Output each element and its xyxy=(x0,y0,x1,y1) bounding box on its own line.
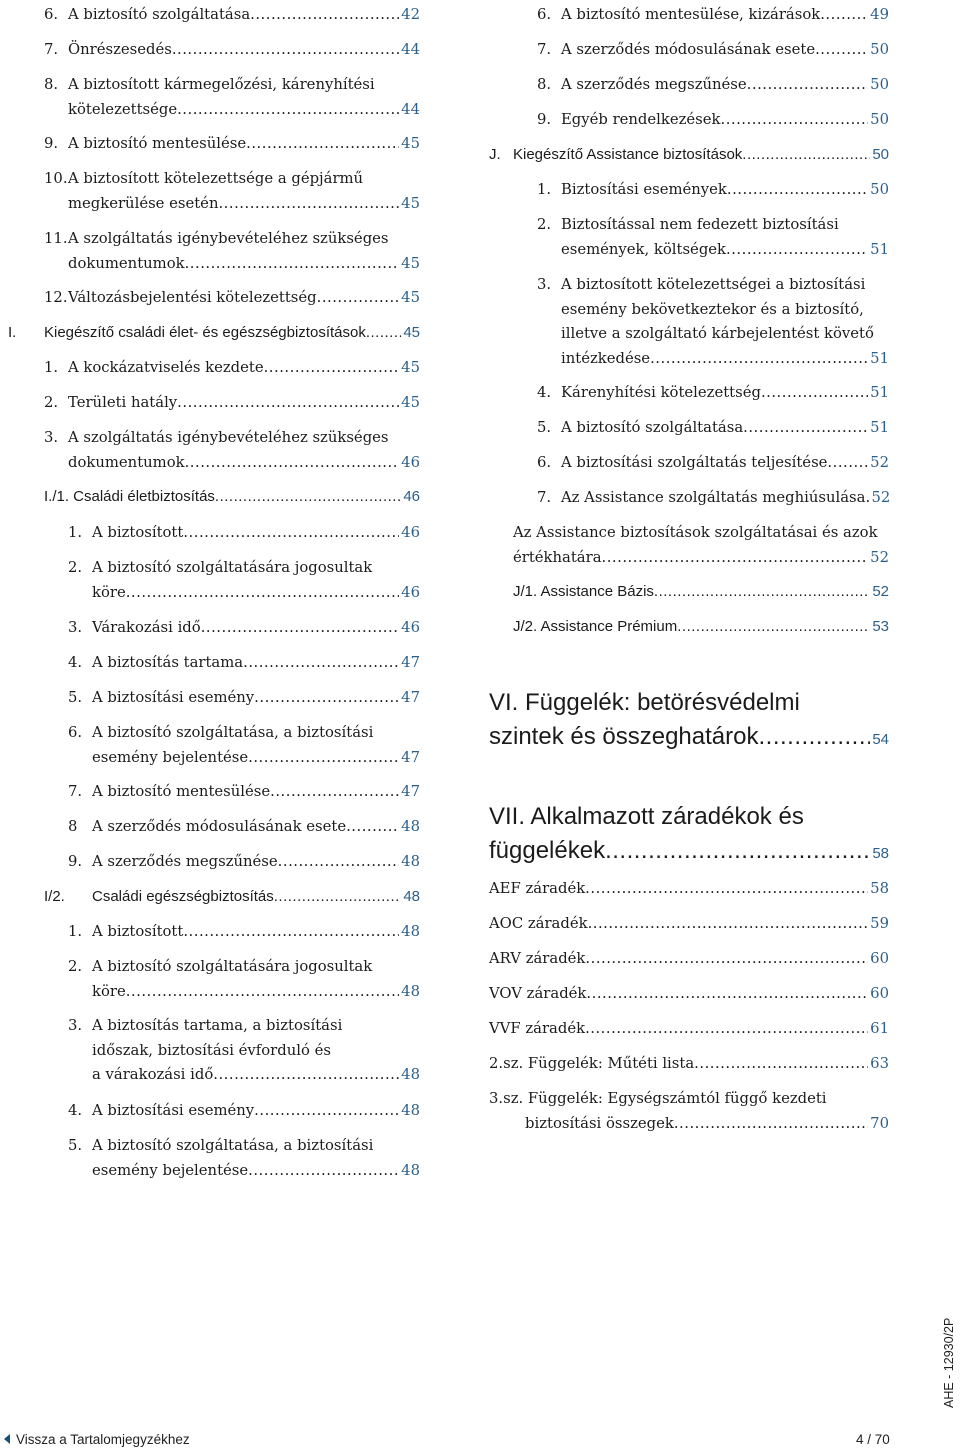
toc-entry-title: időszak, biztosítási évforduló és xyxy=(92,1041,331,1059)
toc-entry-page: 52 xyxy=(870,548,889,566)
toc-entry[interactable] xyxy=(68,521,420,546)
toc-entry-title: A biztosítási szolgáltatás teljesítése xyxy=(561,454,828,471)
toc-entry-title: szintek és összeghatárok xyxy=(489,723,759,750)
dot-leader xyxy=(177,391,399,416)
dot-leader xyxy=(126,581,399,606)
toc-entry-number: 7. xyxy=(537,489,552,506)
toc-entry-title: a várakozási idő xyxy=(92,1066,214,1083)
toc-entry-number: 8. xyxy=(44,76,59,93)
toc-entry[interactable] xyxy=(68,651,420,676)
toc-entry-title: A biztosított kármegelőzési, kárenyhítési xyxy=(68,76,375,93)
dot-leader xyxy=(727,178,868,203)
toc-entry-number: 8. xyxy=(537,76,552,93)
toc-entry-title: függelékek xyxy=(489,837,606,864)
toc-entry-title: intézkedése xyxy=(561,349,651,367)
dot-leader xyxy=(677,615,870,640)
toc-entry-page: 70 xyxy=(870,1114,889,1132)
toc-entry-page: 46 xyxy=(401,619,420,636)
toc-entry-title: köre xyxy=(92,583,126,601)
toc-entry-title: A biztosító mentesülése, kizárások xyxy=(561,6,821,23)
toc-entry[interactable] xyxy=(68,955,420,1004)
toc-entry-title: A szerződés módosulásának esete xyxy=(561,41,816,58)
toc-entry-page: 50 xyxy=(870,111,889,128)
toc-entry[interactable] xyxy=(68,686,420,711)
toc-entry-number: 4. xyxy=(537,384,552,401)
toc-entry-title: A biztosított kötelezettségei a biztosítási xyxy=(561,276,866,293)
toc-entry-page: 58 xyxy=(872,845,889,862)
toc-entry-title: A biztosított xyxy=(92,524,184,541)
dot-leader xyxy=(250,3,399,28)
toc-entry[interactable] xyxy=(537,486,889,511)
toc-entry[interactable] xyxy=(44,485,420,510)
toc-entry[interactable] xyxy=(489,143,889,168)
toc-entry-title: A biztosító szolgáltatása xyxy=(561,419,744,436)
dot-leader xyxy=(270,780,399,805)
toc-entry-title: biztosítási összegek xyxy=(525,1114,674,1132)
toc-entry-number: J. xyxy=(489,146,501,163)
toc-entry-title: A szerződés megszűnése xyxy=(561,76,747,93)
toc-entry[interactable] xyxy=(489,686,889,757)
toc-entry-title: Az Assistance szolgáltatás meghiúsulása xyxy=(561,489,866,506)
toc-entry-title: köre xyxy=(92,982,126,1000)
toc-entry-page: 44 xyxy=(401,41,420,58)
dot-leader xyxy=(183,920,399,945)
toc-entry[interactable] xyxy=(537,451,889,476)
toc-entry-title: esemény bekövetkeztekor és a biztosító, xyxy=(561,300,864,318)
toc-entry-page: 45 xyxy=(401,289,420,306)
toc-entry-page: 48 xyxy=(401,818,420,835)
toc-entry[interactable] xyxy=(489,877,889,902)
toc-entry-title: A szerződés módosulásának esete xyxy=(92,818,347,835)
toc-entry[interactable] xyxy=(513,580,889,605)
toc-entry-title: Egyéb rendelkezések xyxy=(561,111,721,128)
dot-leader xyxy=(585,1017,868,1042)
dot-leader xyxy=(742,143,870,168)
dot-leader xyxy=(650,347,868,372)
toc-entry-title: értékhatára xyxy=(513,548,602,566)
toc-entry-page: 45 xyxy=(401,194,420,212)
toc-entry-number: 3. xyxy=(68,619,83,636)
toc-entry-page: 59 xyxy=(870,915,889,932)
toc-entry-number: 5. xyxy=(537,419,552,436)
toc-entry-title: illetve a szolgáltató kárbejelentést követő xyxy=(561,325,874,342)
toc-entry-number: I. xyxy=(8,324,17,341)
toc-entry-title: A biztosító szolgáltatása, a biztosítási xyxy=(92,1137,374,1154)
toc-entry-title: Területi hatály xyxy=(68,394,178,411)
toc-entry-page: 48 xyxy=(401,853,420,870)
dot-leader xyxy=(274,885,402,910)
dot-leader xyxy=(586,982,868,1007)
toc-entry-title: J/2. Assistance Prémium xyxy=(513,618,678,635)
toc-entry-page: 46 xyxy=(401,524,420,541)
toc-entry[interactable] xyxy=(489,982,889,1007)
toc-entry-page: 54 xyxy=(872,731,889,748)
toc-entry-page: 49 xyxy=(870,6,889,23)
dot-leader xyxy=(218,192,399,217)
toc-entry-number: 2. xyxy=(68,559,83,576)
toc-entry-page: 63 xyxy=(870,1055,889,1072)
toc-entry[interactable] xyxy=(44,167,420,216)
toc-entry[interactable] xyxy=(537,416,889,441)
toc-entry[interactable] xyxy=(44,38,420,63)
toc-entry-title: kötelezettsége xyxy=(68,100,178,118)
toc-entry-page: 48 xyxy=(401,923,420,940)
toc-entry-number: 2. xyxy=(44,394,59,411)
toc-entry-title: A biztosító szolgáltatása, a biztosítási xyxy=(92,724,374,741)
toc-entry-number: 9. xyxy=(537,111,552,128)
toc-entry-title: VI. Függelék: betörésvédelmi xyxy=(489,689,800,716)
toc-entry-title: A biztosító szolgáltatása xyxy=(68,6,251,23)
toc-entry-title: Változásbejelentési kötelezettség xyxy=(68,289,317,306)
toc-entry[interactable] xyxy=(44,286,420,311)
dot-leader xyxy=(588,912,869,937)
toc-entry-page: 60 xyxy=(870,985,889,1002)
toc-entry-title: dokumentumok xyxy=(68,254,185,272)
toc-entry[interactable] xyxy=(489,947,889,972)
toc-entry-number: 9. xyxy=(44,135,59,152)
toc-entry[interactable] xyxy=(489,800,889,871)
toc-entry[interactable] xyxy=(44,391,420,416)
toc-entry-title: A szerződés megszűnése xyxy=(92,853,278,870)
toc-entry-page: 45 xyxy=(401,359,420,376)
toc-entry-title: Az Assistance biztosítások szolgáltatásai és azok xyxy=(513,524,878,541)
toc-entry-number: 4. xyxy=(68,1102,83,1119)
toc-entry[interactable] xyxy=(68,920,420,945)
toc-entry-number: 1. xyxy=(68,524,83,541)
toc-entry[interactable] xyxy=(68,616,420,641)
dot-leader xyxy=(820,3,868,28)
toc-entry[interactable] xyxy=(44,3,420,28)
toc-entry-title: Családi egészségbiztosítás xyxy=(92,888,274,905)
toc-entry[interactable] xyxy=(68,1134,420,1183)
back-to-toc-link[interactable] xyxy=(4,1432,190,1447)
dot-leader xyxy=(248,1159,399,1184)
toc-entry-title: A szolgáltatás igénybevételéhez szükséges xyxy=(68,429,389,446)
dot-leader xyxy=(213,1063,399,1088)
toc-entry-page: 48 xyxy=(401,1066,420,1083)
toc-entry[interactable] xyxy=(489,912,889,937)
toc-entry-page: 50 xyxy=(870,41,889,58)
toc-entry-title: VVF záradék xyxy=(489,1020,586,1037)
toc-entry[interactable] xyxy=(489,1087,889,1136)
dot-leader xyxy=(126,980,399,1005)
dot-leader xyxy=(254,1099,399,1124)
toc-entry-page: 61 xyxy=(870,1020,889,1037)
toc-entry[interactable] xyxy=(44,356,420,381)
toc-entry-title: Biztosítással nem fedezett biztosítási xyxy=(561,216,839,233)
toc-entry[interactable] xyxy=(537,213,889,262)
dot-leader xyxy=(317,286,400,311)
toc-entry-title: A biztosító szolgáltatására jogosultak xyxy=(92,958,373,975)
dot-leader xyxy=(278,850,400,875)
dot-leader xyxy=(815,38,868,63)
toc-entry-title: Kárenyhítési kötelezettség xyxy=(561,384,761,401)
toc-entry-title: AEF záradék xyxy=(489,880,586,897)
toc-entry[interactable] xyxy=(537,381,889,406)
toc-entry-page: 52 xyxy=(871,489,891,506)
dot-leader xyxy=(177,98,399,123)
toc-entry-title: A kockázatviselés kezdete xyxy=(68,359,264,376)
toc-entry-number: 3. xyxy=(537,276,552,293)
toc-entry-title: A biztosított xyxy=(92,923,184,940)
toc-entry[interactable] xyxy=(68,850,420,875)
dot-leader xyxy=(602,546,869,571)
toc-entry-number: 11. xyxy=(44,230,68,247)
toc-entry-number: 2. xyxy=(68,958,83,975)
toc-entry-number: 1. xyxy=(537,181,552,198)
toc-entry-title: ARV záradék xyxy=(489,950,586,967)
dot-leader xyxy=(366,321,401,346)
dot-leader xyxy=(346,815,399,840)
toc-entry-title: esemény bejelentése xyxy=(92,1161,249,1179)
dot-leader xyxy=(747,73,869,98)
toc-entry-page: 52 xyxy=(870,454,889,471)
toc-entry-title: VOV záradék xyxy=(489,985,587,1002)
toc-entry-page: 46 xyxy=(403,488,420,505)
back-link-label: Vissza a Tartalomjegyzékhez xyxy=(16,1432,190,1447)
dot-leader xyxy=(264,356,400,381)
toc-entry-number: 5. xyxy=(68,689,83,706)
toc-entry[interactable] xyxy=(537,73,889,98)
toc-entry[interactable] xyxy=(489,1052,889,1077)
toc-entry-page: 48 xyxy=(401,1102,420,1119)
toc-entry-page: 60 xyxy=(870,950,889,967)
toc-entry[interactable] xyxy=(68,1099,420,1124)
toc-entry-title: A biztosító szolgáltatására jogosultak xyxy=(92,559,373,576)
toc-entry-title: AOC záradék xyxy=(489,915,588,932)
dot-leader xyxy=(185,451,400,476)
toc-entry-number: 1. xyxy=(44,359,59,376)
toc-entry-page: 45 xyxy=(403,324,420,341)
toc-entry[interactable] xyxy=(537,38,889,63)
dot-leader xyxy=(215,485,401,510)
toc-entry-title: események, költségek xyxy=(561,240,727,258)
toc-entry-number: 7. xyxy=(44,41,59,58)
toc-entry[interactable] xyxy=(537,178,889,203)
toc-entry-number: 5. xyxy=(68,1137,83,1154)
toc-entry[interactable] xyxy=(44,426,420,475)
toc-entry-title: esemény bejelentése xyxy=(92,748,249,766)
toc-entry-number: 6. xyxy=(44,6,59,23)
dot-leader xyxy=(758,720,870,754)
toc-entry-title: 3.sz. Függelék: Egységszámtól függő kezdeti xyxy=(489,1090,827,1107)
toc-entry-number: 1. xyxy=(68,923,83,940)
toc-entry[interactable] xyxy=(489,1017,889,1042)
toc-entry-number: 6. xyxy=(68,724,83,741)
toc-entry-title: Várakozási idő xyxy=(92,619,201,636)
page-indicator: 4 / 70 xyxy=(856,1432,890,1447)
toc-entry-title: I./1. Családi életbiztosítás xyxy=(44,488,215,505)
toc-entry-page: 46 xyxy=(401,583,420,601)
toc-entry-page: 45 xyxy=(401,135,420,152)
toc-entry-page: 45 xyxy=(401,254,420,272)
toc-entry-page: 47 xyxy=(401,654,420,671)
toc-entry-title: Kiegészítő családi élet- és egészségbiztosítások xyxy=(44,324,366,341)
dot-leader xyxy=(248,746,399,771)
dot-leader xyxy=(761,381,868,406)
toc-entry-title: A biztosítás tartama, a biztosítási xyxy=(92,1017,343,1034)
toc-entry-title: A biztosítási esemény xyxy=(92,689,255,706)
left-arrow-icon xyxy=(4,1434,10,1444)
toc-entry-title: Biztosítási események xyxy=(561,181,727,198)
toc-entry[interactable] xyxy=(68,815,420,840)
dot-leader xyxy=(172,38,399,63)
toc-entry-page: 50 xyxy=(870,76,889,93)
toc-entry-title: 2.sz. Függelék: Műtéti lista xyxy=(489,1055,695,1072)
toc-entry-number: 6. xyxy=(537,454,552,471)
toc-entry-number: 9. xyxy=(68,853,83,870)
dot-leader xyxy=(585,947,868,972)
toc-entry-page: 50 xyxy=(872,146,889,163)
dot-leader xyxy=(185,252,400,277)
toc-entry-title: A biztosítás tartama xyxy=(92,654,244,671)
toc-entry[interactable] xyxy=(68,721,420,770)
toc-entry-number: I/2. xyxy=(44,888,65,905)
document-code: AHE - 12930/2P xyxy=(942,1317,956,1408)
toc-entry[interactable] xyxy=(68,556,420,605)
toc-entry-page: 46 xyxy=(401,453,420,471)
toc-entry-page: 48 xyxy=(403,888,420,905)
toc-entry-number: 8 xyxy=(68,818,78,835)
dot-leader xyxy=(183,521,399,546)
dot-leader xyxy=(246,132,399,157)
toc-entry-title: Kiegészítő Assistance biztosítások xyxy=(513,146,743,163)
toc-entry-number: 7. xyxy=(537,41,552,58)
toc-entry-page: 48 xyxy=(401,982,420,1000)
toc-entry-title: Önrészesedés xyxy=(68,41,172,58)
toc-entry[interactable] xyxy=(8,321,420,346)
dot-leader xyxy=(605,834,870,868)
toc-entry-number: 10. xyxy=(44,170,68,187)
toc-entry-title: A biztosítási esemény xyxy=(92,1102,255,1119)
toc-entry-page: 48 xyxy=(401,1161,420,1179)
toc-entry-page: 51 xyxy=(870,419,889,436)
toc-entry-title: A biztosított kötelezettsége a gépjármű xyxy=(68,170,364,187)
dot-leader xyxy=(694,1052,868,1077)
toc-entry-number: 4. xyxy=(68,654,83,671)
dot-leader xyxy=(585,877,868,902)
dot-leader xyxy=(654,580,870,605)
toc-entry-page: 51 xyxy=(870,384,889,401)
toc-entry-page: 47 xyxy=(401,689,420,706)
toc-entry[interactable] xyxy=(44,885,420,910)
toc-entry-page: 50 xyxy=(870,181,889,198)
dot-leader xyxy=(254,686,399,711)
toc-entry-number: 2. xyxy=(537,216,552,233)
toc-entry-page: 58 xyxy=(870,880,889,897)
toc-entry-page: 44 xyxy=(401,100,420,118)
toc-entry[interactable] xyxy=(537,108,889,133)
toc-entry-page: 42 xyxy=(401,6,420,23)
toc-entry-title: VII. Alkalmazott záradékok és xyxy=(489,803,804,830)
toc-entry[interactable] xyxy=(44,73,420,122)
toc-entry[interactable] xyxy=(537,273,889,371)
toc-entry-number: 6. xyxy=(537,6,552,23)
toc-entry-title: megkerülése esetén xyxy=(68,194,219,212)
toc-entry-number: 12. xyxy=(44,289,68,306)
toc-entry-page: 45 xyxy=(401,394,420,411)
toc-entry-page: 47 xyxy=(401,783,420,800)
toc-entry[interactable] xyxy=(68,780,420,805)
toc-entry-title: A biztosító mentesülése xyxy=(68,135,247,152)
toc-entry[interactable] xyxy=(513,615,889,640)
dot-leader xyxy=(726,238,868,263)
dot-leader xyxy=(743,416,868,441)
toc-entry-number: 3. xyxy=(44,429,59,446)
dot-leader xyxy=(827,451,868,476)
toc-entry[interactable] xyxy=(537,3,889,28)
dot-leader xyxy=(674,1112,868,1137)
toc-entry-page: 52 xyxy=(872,583,889,600)
dot-leader xyxy=(201,616,399,641)
toc-entry-page: 47 xyxy=(401,748,420,766)
toc-entry-title: A biztosító mentesülése xyxy=(92,783,271,800)
dot-leader xyxy=(243,651,399,676)
toc-entry[interactable] xyxy=(44,227,420,276)
toc-entry-title: J/1. Assistance Bázis xyxy=(513,583,654,600)
toc-entry-title: A szolgáltatás igénybevételéhez szükséges xyxy=(68,230,389,247)
toc-entry[interactable] xyxy=(44,132,420,157)
toc-entry-number: 7. xyxy=(68,783,83,800)
toc-entry-title: dokumentumok xyxy=(68,453,185,471)
toc-entry-page: 51 xyxy=(870,349,889,367)
toc-entry[interactable] xyxy=(68,1014,420,1088)
toc-entry[interactable] xyxy=(513,521,889,570)
toc-entry-page: 53 xyxy=(872,618,889,635)
toc-entry-page: 51 xyxy=(870,240,889,258)
dot-leader xyxy=(720,108,868,133)
toc-entry-number: 3. xyxy=(68,1017,83,1034)
